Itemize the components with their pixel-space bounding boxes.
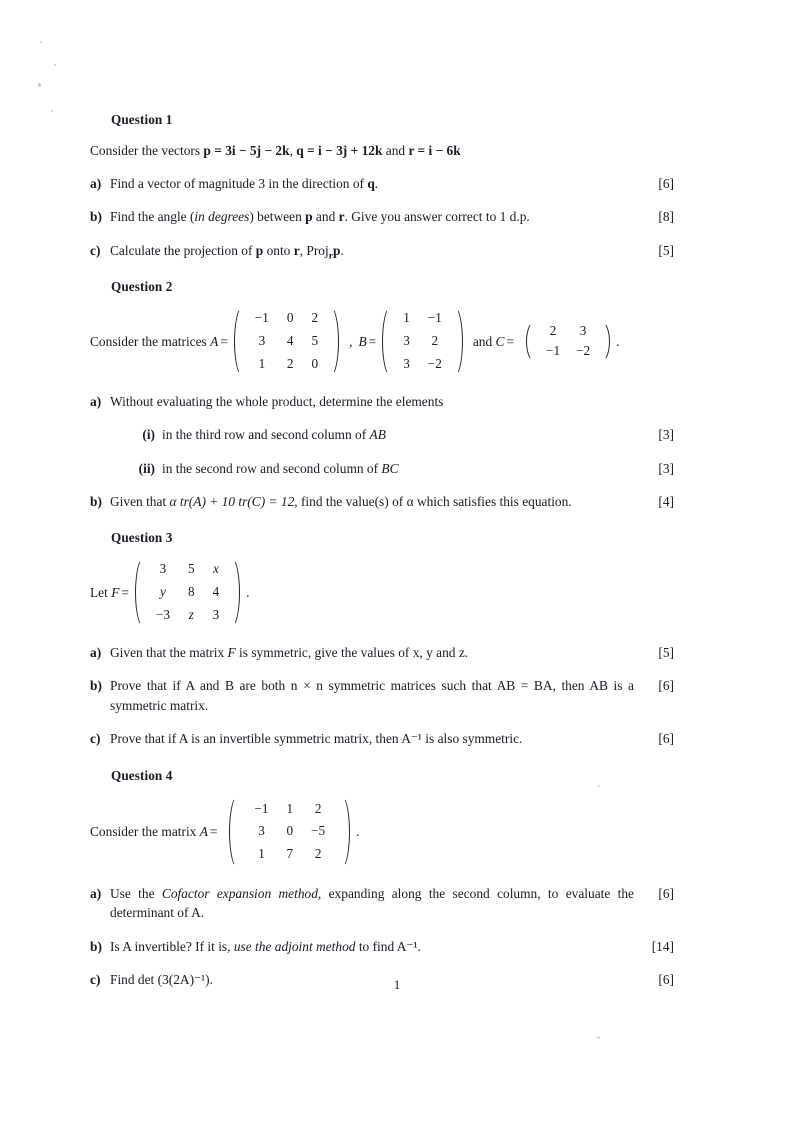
item-text: Find det (3(2A)⁻¹). (110, 972, 213, 988)
marks-value: [6] (658, 678, 674, 694)
item-label: a) (90, 393, 102, 409)
right-paren-icon (233, 556, 242, 628)
question-3-item-c (90, 729, 674, 748)
section-spacer (90, 511, 674, 530)
item-text-after: . Give you answer correct to 1 d.p. (344, 209, 530, 225)
matrix-A-q4 (227, 794, 352, 870)
cell: 0 (286, 310, 294, 326)
matrix-C (524, 320, 612, 364)
item-label: a) (90, 176, 102, 192)
left-paren-icon (133, 556, 142, 628)
emphasis-cofactor-method: Cofactor expansion method (161, 885, 318, 901)
section-spacer (90, 260, 674, 279)
lead-prefix: Consider the matrices A = (90, 333, 228, 349)
matrix-A-name: A (210, 333, 219, 349)
question-3-item-a (90, 643, 674, 662)
vector-r-definition: r = i − 6k (408, 143, 461, 158)
lead-prefix-text: Let (90, 584, 112, 600)
marks-value: [5] (658, 242, 674, 258)
item-text (110, 241, 644, 260)
marks-value: [3] (658, 427, 674, 443)
cell: 1 (403, 310, 410, 326)
matrix-B-name: B (358, 333, 367, 349)
scan-artifact-speck (54, 64, 56, 66)
cell: 5 (311, 333, 319, 349)
item-label: b) (90, 209, 102, 225)
cell: 1 (258, 355, 266, 371)
math-AB: AB (369, 427, 386, 443)
item-text-after: , expanding along the second column, to evaluate the determinant of A. (110, 885, 635, 921)
question-3-item-b (90, 676, 674, 715)
left-paren-icon (232, 305, 241, 377)
item-text-before: Find a vector of magnitude 3 in the direction of (110, 176, 368, 192)
and-word: and (472, 333, 493, 349)
cell: 3 (159, 561, 167, 577)
scan-artifact-speck (38, 83, 41, 87)
cell: x (212, 561, 219, 577)
item-text-after: to find A⁻¹. (355, 938, 421, 954)
marks-value: [8] (658, 209, 674, 225)
math-BC: BC (381, 460, 399, 476)
cell: 0 (286, 823, 294, 839)
item-label: a) (90, 885, 102, 901)
emphasis-in-degrees: in degrees (194, 209, 250, 225)
cell: 2 (286, 355, 294, 371)
marks-value: [6] (658, 176, 674, 192)
item-text (110, 207, 644, 226)
symbol-r: r (338, 209, 345, 225)
item-text: Prove that if A is an invertible symmetric matrix, then A⁻¹ is also symmetric. (110, 731, 523, 747)
item-label: c) (90, 731, 101, 747)
question-1-block (90, 112, 674, 260)
lead-prefix: Consider the matrix A = (90, 823, 218, 839)
question-4-item-b (90, 937, 674, 956)
cell: 2 (431, 333, 439, 349)
question-2-item-a-i (128, 425, 674, 444)
vector-p-definition: p = 3i − 5j − 2k (203, 143, 290, 158)
question-2-block (90, 279, 674, 511)
cell: −1 (254, 310, 269, 326)
item-label: c) (90, 242, 101, 258)
matrix-B (380, 305, 465, 377)
question-4-item-a (90, 884, 674, 923)
question-2-heading: Question 2 (111, 279, 173, 295)
item-label: b) (90, 938, 102, 954)
cell: 4 (286, 333, 294, 349)
cell: −5 (311, 823, 326, 839)
emphasis-adjoint-method: use the adjoint method (233, 938, 356, 954)
cell: 2 (314, 800, 322, 816)
right-paren-icon (603, 320, 612, 364)
lead-sep-1: , (289, 143, 297, 158)
cell: 3 (212, 607, 220, 622)
cell: 3 (403, 333, 410, 349)
cell: −1 (427, 310, 442, 326)
matrix-B-label: B = (358, 333, 377, 349)
item-text: Without evaluating the whole product, determine the elements (110, 393, 444, 409)
item-text (110, 643, 644, 662)
item-label: a) (90, 644, 102, 660)
marks-value: [5] (658, 644, 674, 660)
item-label: (i) (142, 427, 155, 443)
item-text-before: Find the angle ( (110, 209, 195, 225)
trailing-punctuation: . (356, 823, 360, 839)
item-text (110, 492, 644, 511)
cell: −2 (576, 343, 591, 359)
item-text-before: Use the (110, 885, 162, 901)
item-text-before: Given that the matrix (110, 644, 228, 660)
symbol-q: q (367, 176, 375, 192)
projection-subscript-r: r (328, 250, 333, 262)
item-text-mid-2: and (312, 209, 339, 225)
item-text-after: is symmetric, give the values of x, y and z. (235, 644, 469, 660)
question-1-item-b (90, 207, 674, 226)
section-spacer (90, 749, 674, 768)
question-2-item-b (90, 492, 674, 511)
lead-prefix: Consider the vectors (90, 143, 204, 158)
cell: z (188, 607, 194, 622)
matrix-A (232, 305, 341, 377)
question-3-heading: Question 3 (111, 530, 173, 546)
cell: −2 (427, 355, 442, 371)
marks-value: [14] (651, 938, 674, 954)
question-1-lead (90, 141, 674, 160)
lead-prefix: Let F = (90, 584, 129, 600)
scan-artifact-speck (51, 110, 53, 112)
cell: 3 (258, 823, 265, 839)
left-paren-icon (524, 320, 533, 364)
matrix-F-name: F (111, 584, 120, 600)
lead-prefix-text: Consider the matrix (90, 823, 200, 839)
scan-artifact-speck (597, 1036, 600, 1039)
cell: 3 (258, 333, 266, 349)
item-text-mid: ) between (249, 209, 306, 225)
right-paren-icon (343, 794, 352, 870)
marks-value: [6] (658, 731, 674, 747)
matrix-A-name: A (199, 823, 208, 839)
question-4-heading: Question 4 (111, 767, 173, 783)
item-label: c) (90, 972, 101, 988)
item-text-before: Given that (110, 494, 170, 509)
matrix-A-q4-grid (236, 794, 343, 870)
cell: 1 (258, 846, 265, 862)
symbol-p: p (255, 242, 264, 258)
item-text-after: . (374, 176, 379, 192)
lead-prefix-text: Consider the matrices (90, 333, 211, 349)
cell: 2 (314, 846, 322, 862)
cell: 1 (286, 800, 294, 816)
vector-q-definition: q = i − 3j + 12k (296, 143, 383, 158)
matrix-C-name: C (495, 333, 505, 349)
item-text-before: Calculate the projection of (110, 242, 256, 258)
projection-operator-label: , Proj (299, 242, 329, 258)
question-4-matrix-definition (90, 794, 674, 870)
item-text: Prove that if A and B are both n × n symmetric matrices such that AB = BA, then AB is a symmetric matrix. (110, 678, 634, 713)
item-text (110, 174, 644, 193)
page-number: 1 (393, 978, 401, 992)
item-text-after: , find the value(s) of α which satisfies this equation. (294, 494, 572, 509)
right-paren-icon (456, 305, 465, 377)
left-paren-icon (380, 305, 389, 377)
cell: 3 (579, 323, 587, 339)
cell: 5 (187, 561, 195, 577)
question-3-block (90, 530, 674, 748)
exam-content (90, 112, 674, 990)
cell: 4 (212, 584, 220, 600)
question-2-item-a-ii (128, 459, 674, 478)
question-3-matrix-definition (90, 556, 674, 628)
cell: 0 (311, 355, 319, 371)
cell: −1 (546, 343, 561, 359)
marks-value: [4] (658, 494, 674, 509)
question-2-item-a (90, 392, 674, 411)
matrix-A-grid (241, 305, 332, 377)
symbol-p-operand: p (333, 242, 341, 258)
trailing-punctuation: . (246, 584, 250, 600)
question-1-item-a (90, 174, 674, 193)
math-F: F (227, 644, 236, 660)
item-text-after: . (340, 242, 344, 258)
cell: 2 (311, 310, 319, 326)
matrix-separator-comma: , (349, 333, 353, 349)
item-text (110, 884, 644, 923)
matrix-F-grid (142, 556, 233, 628)
item-text (162, 425, 644, 444)
item-text-before: in the second row and second column of (162, 460, 382, 476)
cell: 3 (403, 355, 410, 371)
question-4-block (90, 768, 674, 990)
left-paren-icon (227, 794, 236, 870)
marks-value: [3] (658, 460, 674, 476)
question-1-item-c (90, 241, 674, 260)
matrix-F (133, 556, 242, 628)
item-text-before: in the third row and second column of (162, 427, 370, 443)
item-text (110, 937, 640, 956)
item-text (162, 459, 644, 478)
item-label: b) (90, 678, 102, 694)
scan-artifact-speck (40, 41, 42, 43)
lead-sep-2: and (382, 143, 409, 158)
marks-value: [6] (658, 972, 674, 988)
item-text-mid: onto (263, 242, 294, 258)
cell: 8 (187, 584, 195, 600)
cell: −1 (254, 800, 269, 816)
cell: 2 (549, 323, 557, 339)
cell: −3 (155, 607, 170, 622)
question-2-matrix-definitions (90, 305, 674, 377)
symbol-p: p (305, 209, 313, 225)
symbol-r: r (293, 242, 300, 258)
matrix-separator-and: and C = (472, 333, 515, 349)
item-text-before: Is A invertible? If it is, (110, 938, 234, 954)
question-1-heading: Question 1 (111, 112, 173, 127)
cell: y (160, 584, 166, 600)
right-paren-icon (332, 305, 341, 377)
trailing-punctuation: . (616, 333, 620, 349)
trace-equation: α tr(A) + 10 tr(C) = 12 (169, 494, 295, 509)
item-label: b) (90, 494, 102, 509)
cell: 7 (286, 846, 294, 862)
item-label: (ii) (138, 460, 155, 476)
marks-value: [6] (658, 885, 674, 901)
